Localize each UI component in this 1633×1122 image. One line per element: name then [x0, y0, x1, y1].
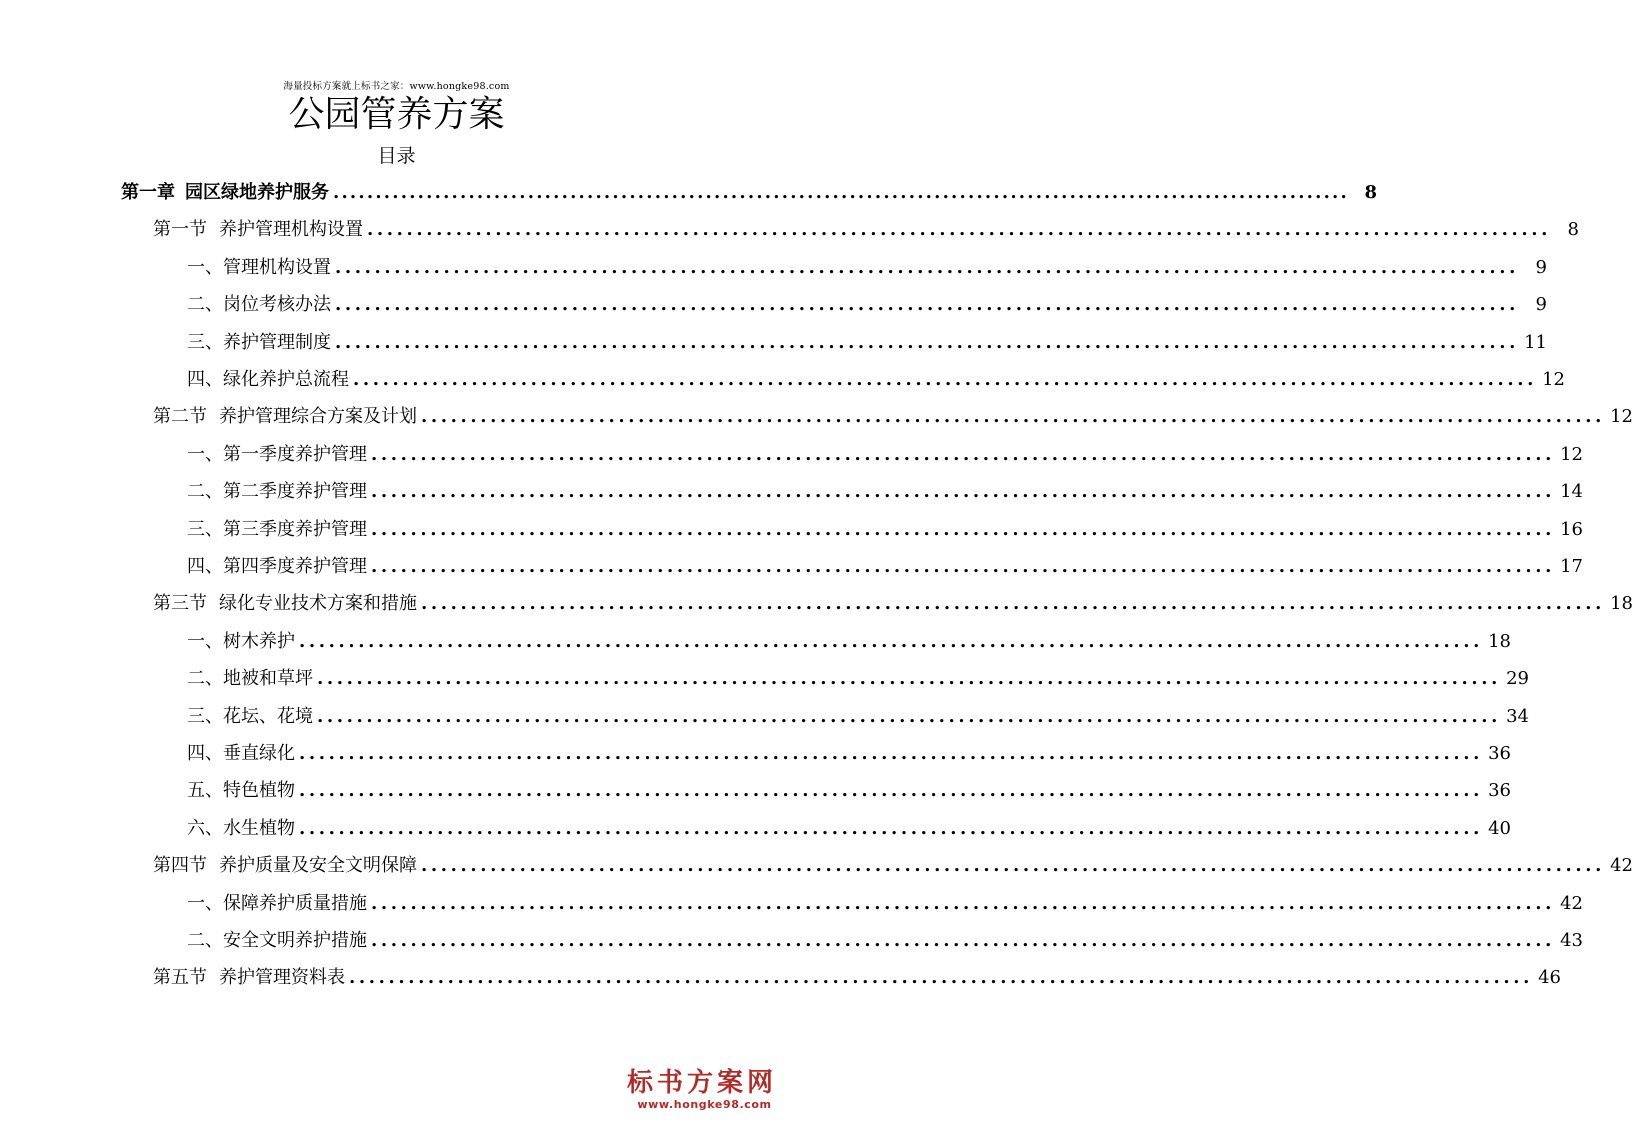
toc-entry-prefix: 五、 [187, 780, 223, 802]
toc-entry-page: 8 [1567, 219, 1579, 241]
toc-entry-page: 16 [1560, 518, 1583, 540]
toc-entry-page: 43 [1560, 930, 1583, 951]
toc-entry[interactable] [187, 286, 1547, 323]
toc-leader-dots: ........................................................................................................................ [371, 930, 1555, 951]
toc-entry[interactable] [187, 772, 1511, 809]
toc-leader-dots: ........................................................................................................................ [299, 780, 1483, 802]
toc-leader-dots: ........................................................................................................................ [353, 369, 1537, 390]
logo-url: www.hongke98.com [637, 1098, 772, 1111]
toc-entry-title: 第三季度养护管理 [223, 518, 367, 540]
toc-entry-prefix: 三、 [187, 705, 223, 727]
toc-entry-prefix: 第三节 [153, 593, 207, 615]
toc-leader-dots: ........................................................................................................................ [349, 967, 1533, 989]
toc-entry-title: 绿化养护总流程 [223, 369, 349, 390]
toc-leader-dots: ........................................................................................................................ [335, 294, 1519, 316]
toc-entry[interactable] [153, 211, 1579, 248]
toc-entry-page: 42 [1560, 892, 1583, 914]
toc-entry-page: 11 [1524, 331, 1547, 353]
toc-entry[interactable] [187, 735, 1511, 772]
toc-entry[interactable] [121, 174, 1377, 211]
toc-leader-dots: ........................................................................................................................ [299, 743, 1483, 764]
logo-mark: 标书方案网 [626, 1068, 777, 1098]
toc-entry[interactable] [187, 885, 1583, 922]
toc-leader-dots: ........................................................................................................................ [371, 481, 1555, 503]
watermark-logo [622, 1062, 793, 1122]
toc-entry[interactable] [187, 436, 1583, 473]
toc-entry-title: 养护质量及安全文明保障 [219, 855, 417, 877]
toc-leader-dots: ........................................................................................................................ [299, 817, 1483, 839]
toc-entry-prefix: 一、 [187, 630, 223, 652]
toc-entry-title: 第四季度养护管理 [223, 556, 367, 577]
toc-leader-dots: ........................................................................................................................ [371, 518, 1555, 540]
toc-entry-prefix: 二、 [187, 668, 223, 690]
toc-entry-page: 34 [1506, 705, 1529, 727]
toc-entry-page: 36 [1488, 743, 1511, 764]
toc-leader-dots: ........................................................................................................................ [317, 668, 1501, 690]
toc-entry-page: 8 [1364, 182, 1377, 203]
toc-entry-page: 17 [1560, 556, 1583, 577]
toc-entry-prefix: 二、 [187, 930, 223, 951]
toc-entry-page: 42 [1610, 855, 1633, 877]
toc-leader-dots: ........................................................................................................................ [371, 556, 1555, 577]
toc-entry-page: 14 [1560, 481, 1583, 503]
toc-entry-prefix: 第二节 [153, 406, 207, 428]
toc-entry-page: 9 [1535, 256, 1547, 278]
toc-entry-page: 46 [1538, 967, 1561, 989]
toc-leader-dots: ........................................................................................................................ [317, 705, 1501, 727]
toc-entry-prefix: 第五节 [153, 967, 207, 989]
toc-entry-page: 40 [1488, 817, 1511, 839]
toc-entry-title: 特色植物 [223, 780, 295, 802]
toc-entry-title: 岗位考核办法 [223, 294, 331, 316]
toc-entry-title: 养护管理综合方案及计划 [219, 406, 417, 428]
toc-entry-title: 树木养护 [223, 630, 295, 652]
toc-leader-dots: ........................................................................................................................ [299, 630, 1483, 652]
toc-entry-title: 第二季度养护管理 [223, 481, 367, 503]
toc-entry[interactable] [187, 810, 1511, 847]
toc-entry-title: 绿化专业技术方案和措施 [219, 593, 417, 615]
toc-entry-page: 36 [1488, 780, 1511, 802]
toc-leader-dots: ........................................................................................................................ [421, 593, 1605, 615]
toc-entry-title: 养护管理制度 [223, 331, 331, 353]
toc-entry-title: 管理机构设置 [223, 256, 331, 278]
toc-entry-title: 养护管理机构设置 [219, 219, 363, 241]
toc-entry-title: 水生植物 [223, 817, 295, 839]
toc-leader-dots: ........................................................................................................................ [333, 182, 1349, 203]
toc-entry-page: 12 [1610, 406, 1633, 428]
toc-entry[interactable] [187, 473, 1583, 510]
toc-entry-prefix: 二、 [187, 294, 223, 316]
toc-leader-dots: ........................................................................................................................ [421, 855, 1605, 877]
toc-leader-dots: ........................................................................................................................ [367, 219, 1551, 241]
toc-entry-title: 安全文明养护措施 [223, 930, 367, 951]
toc-entry-prefix: 四、 [187, 743, 223, 764]
toc-entry-prefix: 三、 [187, 518, 223, 540]
toc-entry-page: 12 [1560, 443, 1583, 465]
toc-entry[interactable] [153, 398, 1633, 435]
toc-entry[interactable] [153, 847, 1633, 884]
toc-entry-title: 园区绿地养护服务 [185, 182, 329, 203]
toc-entry[interactable] [187, 623, 1511, 660]
toc-entry-prefix: 四、 [187, 369, 223, 390]
toc-entry-title: 保障养护质量措施 [223, 892, 367, 914]
toc-entry-title: 地被和草坪 [223, 668, 313, 690]
toc-entry[interactable] [187, 361, 1565, 398]
toc-entry[interactable] [187, 249, 1547, 286]
toc-entry-prefix: 第一章 [121, 182, 175, 203]
toc-entry-title: 第一季度养护管理 [223, 443, 367, 465]
document-title: 公园管养方案 [288, 94, 505, 135]
toc-entry[interactable] [187, 548, 1583, 585]
toc-entry-prefix: 四、 [187, 556, 223, 577]
toc-entry-prefix: 一、 [187, 892, 223, 914]
toc-entry-prefix: 一、 [187, 256, 223, 278]
toc-entry-page: 18 [1488, 630, 1511, 652]
toc-entry[interactable] [187, 698, 1529, 735]
toc-entry-prefix: 第一节 [153, 219, 207, 241]
toc-leader-dots: ........................................................................................................................ [371, 892, 1555, 914]
toc-leader-dots: ........................................................................................................................ [371, 443, 1555, 465]
toc-entry[interactable] [187, 324, 1547, 361]
toc-entry-title: 养护管理资料表 [219, 967, 345, 989]
toc-entry-page: 29 [1506, 668, 1529, 690]
toc-entry-title: 花坛、花境 [223, 705, 313, 727]
toc-entry[interactable] [187, 511, 1583, 548]
header-note: 海量投标方案就上标书之家：www.hongke98.com [283, 81, 510, 92]
toc-entry-prefix: 第四节 [153, 855, 207, 877]
toc-entry-page: 9 [1535, 294, 1547, 316]
toc-entry-prefix: 三、 [187, 331, 223, 353]
toc-entry[interactable] [153, 959, 1561, 996]
toc-entry[interactable] [153, 585, 1633, 622]
toc-leader-dots: ........................................................................................................................ [335, 256, 1519, 278]
toc-entry-prefix: 一、 [187, 443, 223, 465]
toc-heading: 目录 [377, 145, 416, 167]
toc-entry-page: 12 [1542, 369, 1565, 390]
toc-entry-title: 垂直绿化 [223, 743, 295, 764]
toc-leader-dots: ........................................................................................................................ [335, 331, 1519, 353]
toc-entry-prefix: 六、 [187, 817, 223, 839]
toc-entry[interactable] [187, 922, 1583, 959]
toc-entry-page: 18 [1610, 593, 1633, 615]
toc-entry[interactable] [187, 660, 1529, 697]
toc-entry-prefix: 二、 [187, 481, 223, 503]
toc-leader-dots: ........................................................................................................................ [421, 406, 1605, 428]
